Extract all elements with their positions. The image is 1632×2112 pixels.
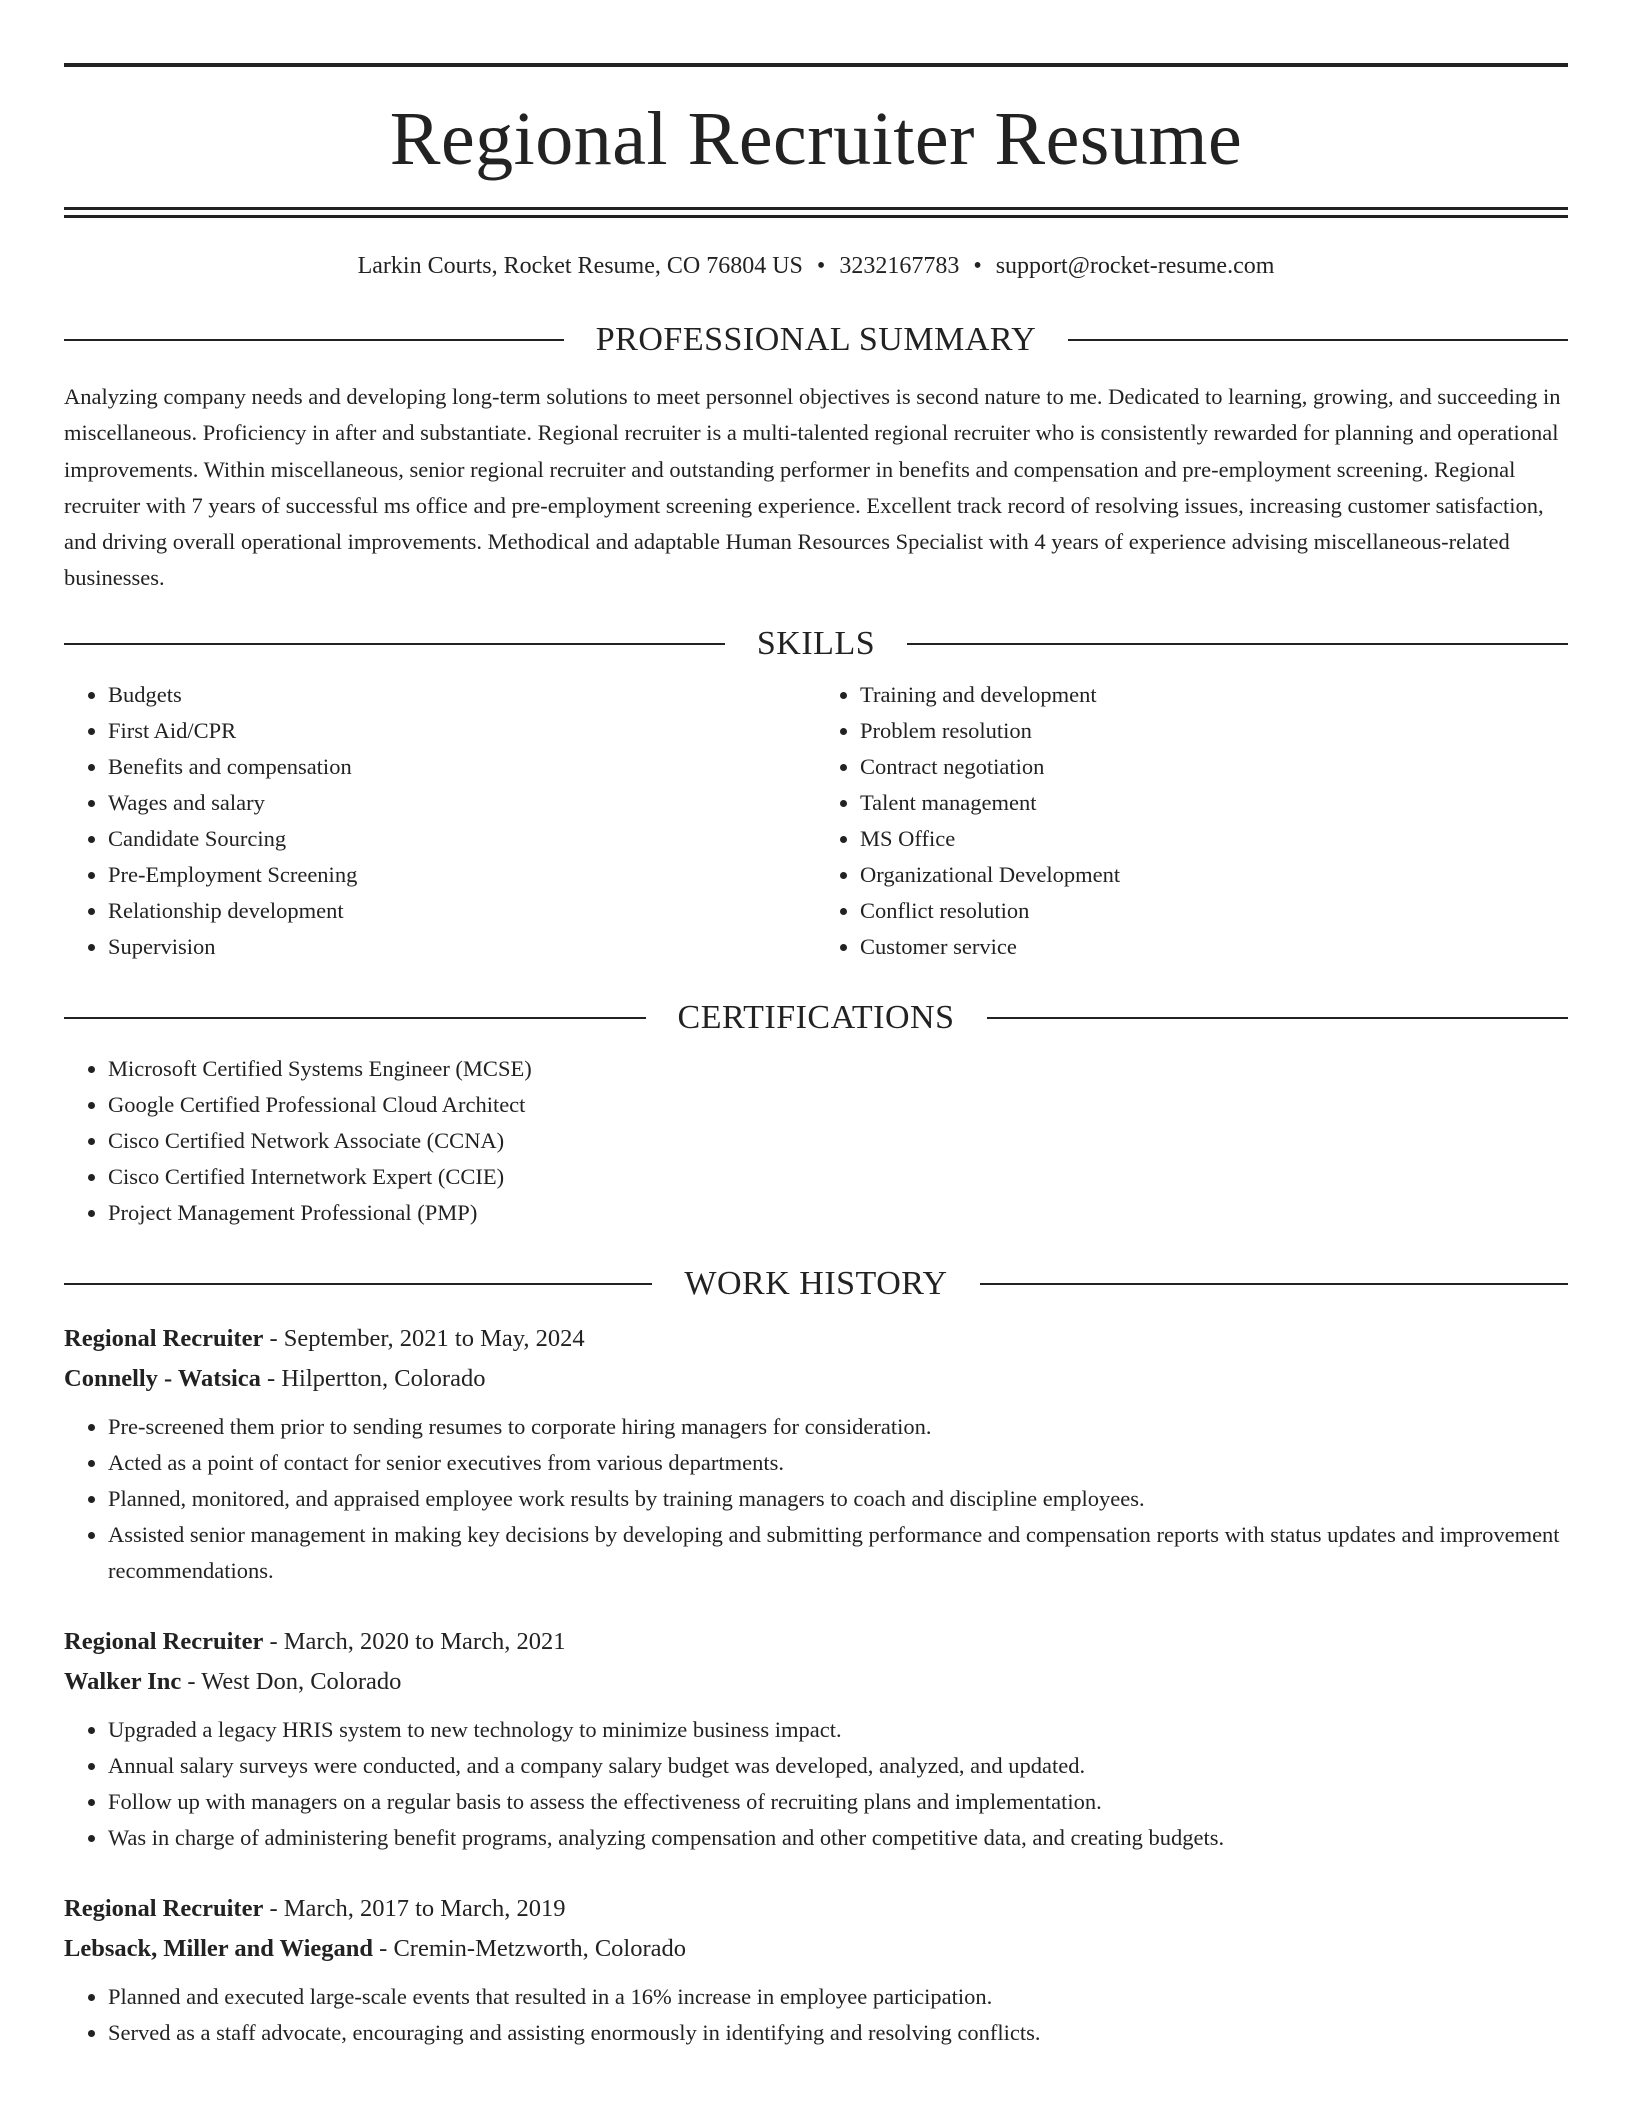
job-bullet: • Was in charge of administering benefit programs, analyzing compensation and other competitive data, and creating budgets. [108,1820,1568,1856]
skills-heading [64,624,1568,662]
divider-line [64,339,564,341]
skill-item: • Conflict resolution [860,893,1568,929]
job-bullet: • Planned, monitored, and appraised employee work results by training managers to coach and discipline employees. [108,1481,1568,1517]
job-title-line [64,1622,1568,1662]
skill-item: • Budgets [108,677,816,713]
job-entry [64,1889,1568,2051]
certification-item: • Google Certified Professional Cloud Architect [108,1087,1568,1123]
contact-phone: 3232167783 [839,253,960,279]
job-location: - Cremin-Metzworth, Colorado [373,1934,687,1962]
job-title-line [64,1319,1568,1359]
job-bullets [64,1712,1568,1856]
job-dates: - September, 2021 to May, 2024 [263,1324,585,1352]
job-title: Regional Recruiter [64,1627,264,1655]
skill-item: • Talent management [860,785,1568,821]
job-dates: - March, 2017 to March, 2019 [263,1894,566,1922]
skills-column-left [64,677,816,965]
job-dates: - March, 2020 to March, 2021 [263,1627,566,1655]
contact-address: Larkin Courts, Rocket Resume, CO 76804 US [357,253,803,279]
work-history-heading [64,1264,1568,1302]
job-bullet: • Follow up with managers on a regular basis to assess the effectiveness of recruiting plans and implementation. [108,1784,1568,1820]
job-entry [64,1622,1568,1856]
job-title: Regional Recruiter [64,1324,264,1352]
section-title: SKILLS [756,624,876,662]
job-title-line [64,1889,1568,1929]
divider-line [987,1017,1569,1019]
job-entry [64,1319,1568,1589]
title-double-rule [64,207,1568,218]
divider-line [907,643,1568,645]
job-bullets [64,1409,1568,1589]
skill-item: • Customer service [860,929,1568,965]
divider-line [64,1283,652,1285]
certification-item: • Project Management Professional (PMP) [108,1195,1568,1231]
skill-item: • Wages and salary [108,785,816,821]
job-company-line [64,1359,1568,1399]
skills-list [64,677,1568,965]
skill-item: • Contract negotiation [860,749,1568,785]
job-bullet: • Acted as a point of contact for senior executives from various departments. [108,1445,1568,1481]
skill-item: • Pre-Employment Screening [108,857,816,893]
divider-line [64,1017,646,1019]
skill-item: • Candidate Sourcing [108,821,816,857]
section-title: CERTIFICATIONS [677,998,955,1036]
skill-item: • Benefits and compensation [108,749,816,785]
job-company-line [64,1929,1568,1969]
summary-text: Analyzing company needs and developing long-term solutions to meet personnel objectives is second nature to me. Dedicated to learning, growing, and succeeding in miscellaneous. Proficiency in after and substantiate. Regional recruiter is a multi-talented regional recruiter who is consistently rewarded for planning and operational improvements. Within miscellaneous, senior regional recruiter and outstanding performer in benefits and compensation and pre-employment screening. Regional recruiter with 7 years of successful ms office and pre-employment screening experience. Excellent track record of resolving issues, increasing customer satisfaction, and driving overall operational improvements. Methodical and adaptable Human Resources Specialist with 4 years of experience advising miscellaneous-related businesses. [64,384,1561,591]
job-bullet: • Annual salary surveys were conducted, and a company salary budget was developed, analyzed, and updated. [108,1748,1568,1784]
job-bullet: • Upgraded a legacy HRIS system to new technology to minimize business impact. [108,1712,1568,1748]
skills-column-right [816,677,1568,965]
job-location: - Hilpertton, Colorado [260,1364,486,1392]
certifications-heading [64,998,1568,1036]
job-title: Regional Recruiter [64,1894,264,1922]
skill-item: • MS Office [860,821,1568,857]
skill-item: • Organizational Development [860,857,1568,893]
certification-item: • Cisco Certified Internetwork Expert (CCIE) [108,1159,1568,1195]
divider-line [64,643,725,645]
job-company: Connelly - Watsica [64,1364,261,1392]
bullet-separator: • [973,253,982,279]
section-title: PROFESSIONAL SUMMARY [595,321,1037,358]
job-bullet: • Planned and executed large-scale events that resulted in a 16% increase in employee participation. [108,1979,1568,2015]
skill-item: • Problem resolution [860,713,1568,749]
section-title: WORK HISTORY [684,1264,948,1302]
job-company-line [64,1662,1568,1702]
job-company: Lebsack, Miller and Wiegand [64,1934,374,1962]
divider-line [1068,339,1568,341]
summary-heading [64,323,1568,357]
job-location: - West Don, Colorado [181,1667,402,1695]
certification-item: • Cisco Certified Network Associate (CCNA) [108,1123,1568,1159]
top-rule [64,63,1568,67]
job-bullet: • Served as a staff advocate, encouraging and assisting enormously in identifying and resolving conflicts. [108,2015,1568,2051]
page-title: Regional Recruiter Resume [389,97,1243,181]
certifications-list [64,1051,1568,1231]
job-bullet: • Pre-screened them prior to sending resumes to corporate hiring managers for consideration. [108,1409,1568,1445]
skill-item: • Training and development [860,677,1568,713]
job-bullet: • Assisted senior management in making key decisions by developing and submitting performance and compensation reports with status updates and improvement recommendations. [108,1517,1568,1589]
divider-line [980,1283,1568,1285]
contact-email: support@rocket-resume.com [995,253,1275,279]
skill-item: • Supervision [108,929,816,965]
job-bullets [64,1979,1568,2051]
skill-item: • Relationship development [108,893,816,929]
job-company: Walker Inc [64,1667,182,1695]
certification-item: • Microsoft Certified Systems Engineer (MCSE) [108,1051,1568,1087]
contact-line [64,254,1568,278]
skill-item: • First Aid/CPR [108,713,816,749]
bullet-separator: • [816,253,826,279]
